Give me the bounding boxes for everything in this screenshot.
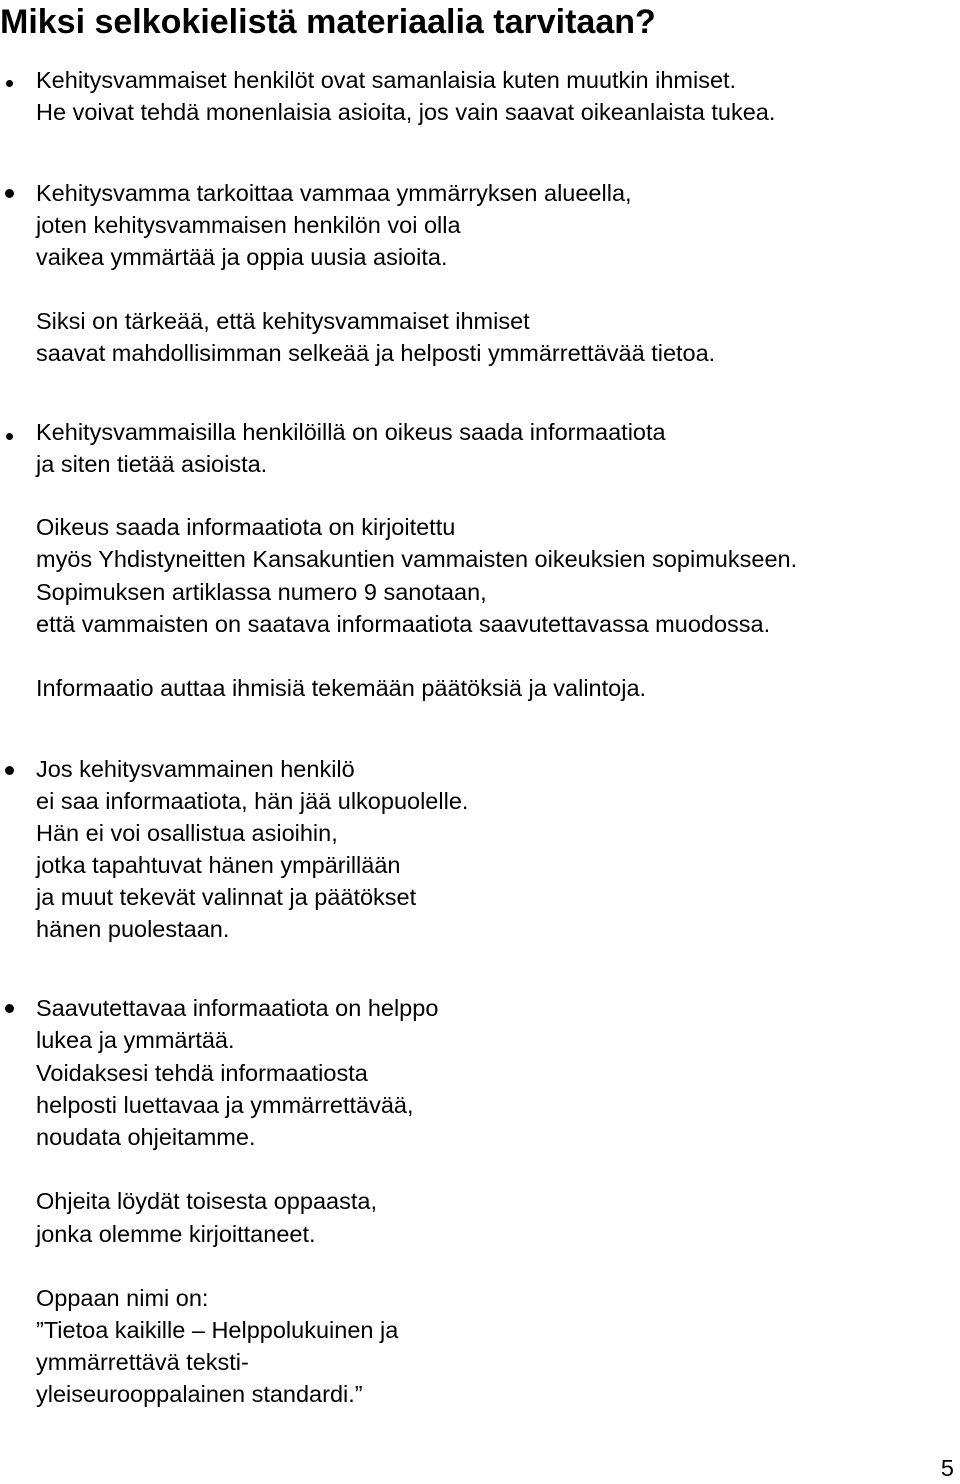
page-number: 5 (940, 1455, 954, 1481)
text-line: ei saa informaatiota, hän jää ulkopuolelle. (36, 788, 469, 814)
text-line: Saavutettavaa informaatiota on helppo (36, 995, 439, 1021)
text-line: yleiseurooppalainen standardi.” (36, 1381, 363, 1407)
text-line: Voidaksesi tehdä informaatiosta (36, 1060, 368, 1086)
text-line: Kehitysvammaiset henkilöt ovat samanlaisia kuten muutkin ihmiset. (36, 67, 737, 93)
text-line: että vammaisten on saatava informaatiota saavutettavassa muodossa. (36, 611, 771, 637)
text-line: ymmärrettävä teksti- (36, 1349, 249, 1375)
page-title: Miksi selkokielistä materiaalia tarvitaan? (0, 3, 656, 41)
bullet-icon (5, 766, 14, 775)
text-line: Jos kehitysvammainen henkilö (36, 756, 355, 782)
text-line: helposti luettavaa ja ymmärrettävää, (36, 1092, 414, 1118)
bullet-icon (5, 189, 14, 198)
text-line: lukea ja ymmärtää. (36, 1027, 235, 1053)
text-line: Ohjeita löydät toisesta oppaasta, (36, 1188, 377, 1214)
bullet-icon (5, 1004, 14, 1013)
text-line: Siksi on tärkeää, että kehitysvammaiset ihmiset (36, 308, 530, 334)
text-line: Informaatio auttaa ihmisiä tekemään päätöksiä ja valintoja. (36, 675, 647, 701)
text-line: joten kehitysvammaisen henkilön voi olla (36, 212, 461, 238)
text-line: jonka olemme kirjoittaneet. (36, 1221, 316, 1247)
text-line: ”Tietoa kaikille – Helppolukuinen ja (36, 1317, 399, 1343)
text-line: He voivat tehdä monenlaisia asioita, jos vain saavat oikeanlaista tukea. (36, 99, 776, 125)
bullet-icon (6, 80, 13, 87)
text-line: Sopimuksen artiklassa numero 9 sanotaan, (36, 579, 487, 605)
text-line: saavat mahdollisimman selkeää ja helposti ymmärrettävää tietoa. (36, 340, 716, 366)
text-line: myös Yhdistyneitten Kansakuntien vammaisten oikeuksien sopimukseen. (36, 546, 798, 572)
text-line: vaikea ymmärtää ja oppia uusia asioita. (36, 244, 448, 270)
text-line: Hän ei voi osallistua asioihin, (36, 820, 338, 846)
text-line: hänen puolestaan. (36, 916, 230, 942)
text-line: Kehitysvamma tarkoittaa vammaa ymmärryksen alueella, (36, 180, 632, 206)
text-line: Kehitysvammaisilla henkilöillä on oikeus saada informaatiota (36, 419, 666, 445)
text-line: Oppaan nimi on: (36, 1285, 209, 1311)
bullet-icon (6, 433, 13, 440)
text-line: jotka tapahtuvat hänen ympärillään (36, 852, 401, 878)
text-line: ja muut tekevät valinnat ja päätökset (36, 884, 417, 910)
text-line: ja siten tietää asioista. (36, 451, 268, 477)
text-line: noudata ohjeitamme. (36, 1124, 256, 1150)
text-line: Oikeus saada informaatiota on kirjoitettu (36, 514, 456, 540)
